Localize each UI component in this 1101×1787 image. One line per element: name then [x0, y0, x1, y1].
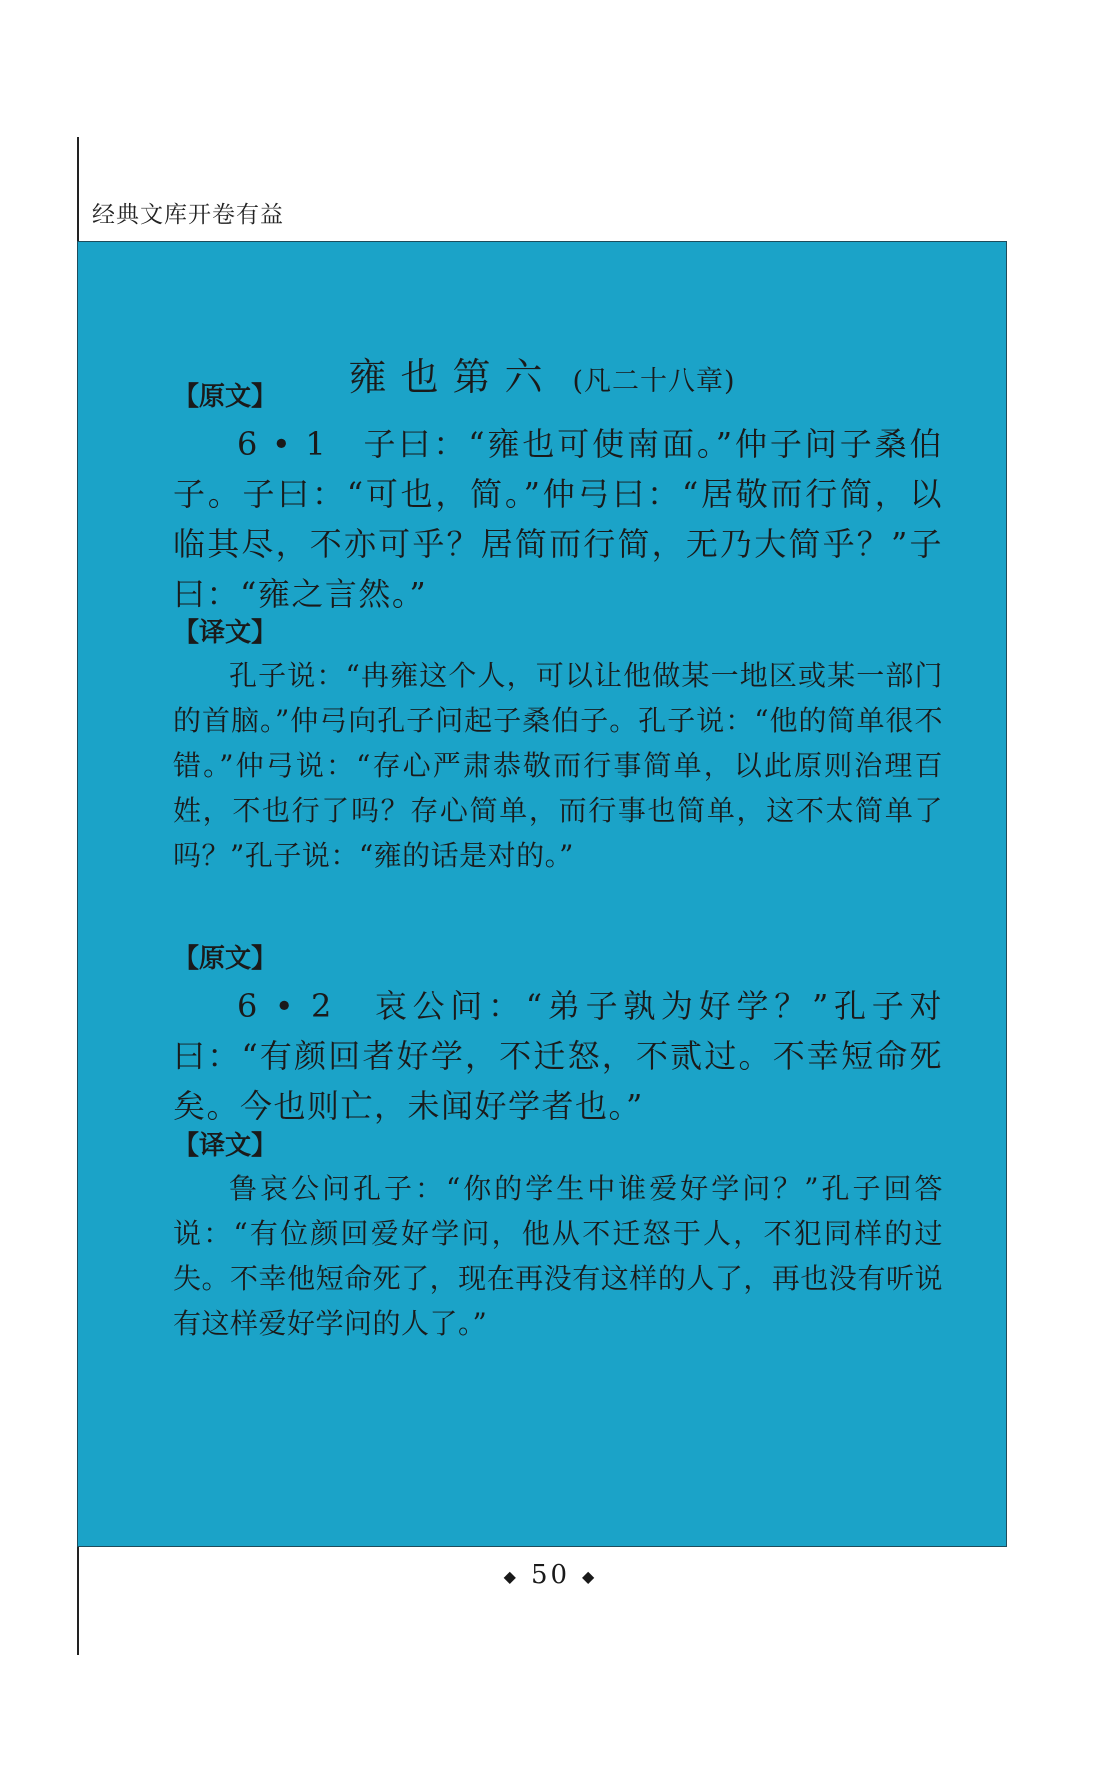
section-label: 【译文】 — [173, 1131, 278, 1161]
diamond-icon: ◆ — [503, 1566, 519, 1586]
section-original-6-1 — [173, 379, 943, 619]
page-number: 50 — [530, 1560, 571, 1590]
section-translation-6-2 — [173, 1128, 943, 1346]
content-panel — [77, 241, 1007, 1547]
translation-text: 鲁哀公问孔子：“你的学生中谁爱好学问？”孔子回答说：“有位颜回爱好学问，他从不迁怒于人，不犯同样的过失。不幸他短命死了，现在再没有这样的人了，再也没有听说有这样爱好学问的人了。” — [173, 1172, 943, 1340]
section-label: 【译文】 — [173, 618, 278, 648]
original-text: 6 • 1 子曰：“雍也可使南面。”仲子问子桑伯子。子曰：“可也，简。”仲弓曰：“居敬而行简，以临其尽，不亦可乎？居简而行简，无乃大简乎？”子曰：“雍之言然。” — [173, 425, 943, 613]
chapter-subtitle: (凡二十八章) — [572, 366, 736, 397]
section-label: 【原文】 — [173, 944, 278, 974]
page-footer — [0, 1560, 1101, 1590]
diamond-icon: ◆ — [582, 1566, 598, 1586]
section-translation-6-1 — [173, 615, 943, 878]
translation-text: 孔子说：“冉雍这个人，可以让他做某一地区或某一部门的首脑。”仲弓向孔子问起子桑伯子。孔子说：“他的简单很不错。”仲弓说：“存心严肃恭敬而行事简单，以此原则治理百姓，不也行了吗？存心简单，而行事也简单，这不太简单了吗？”孔子说：“雍的话是对的。” — [173, 659, 943, 872]
original-text: 6 • 2 哀公问：“弟子孰为好学？”孔子对曰：“有颜回者好学，不迁怒，不贰过。不幸短命死矣。今也则亡，未闻好学者也。” — [173, 987, 943, 1125]
running-head: 经典文库开卷有益 — [92, 202, 284, 228]
chapter-title: 雍也第六 — [348, 355, 557, 399]
section-label: 【原文】 — [173, 382, 278, 412]
section-original-6-2 — [173, 941, 943, 1131]
